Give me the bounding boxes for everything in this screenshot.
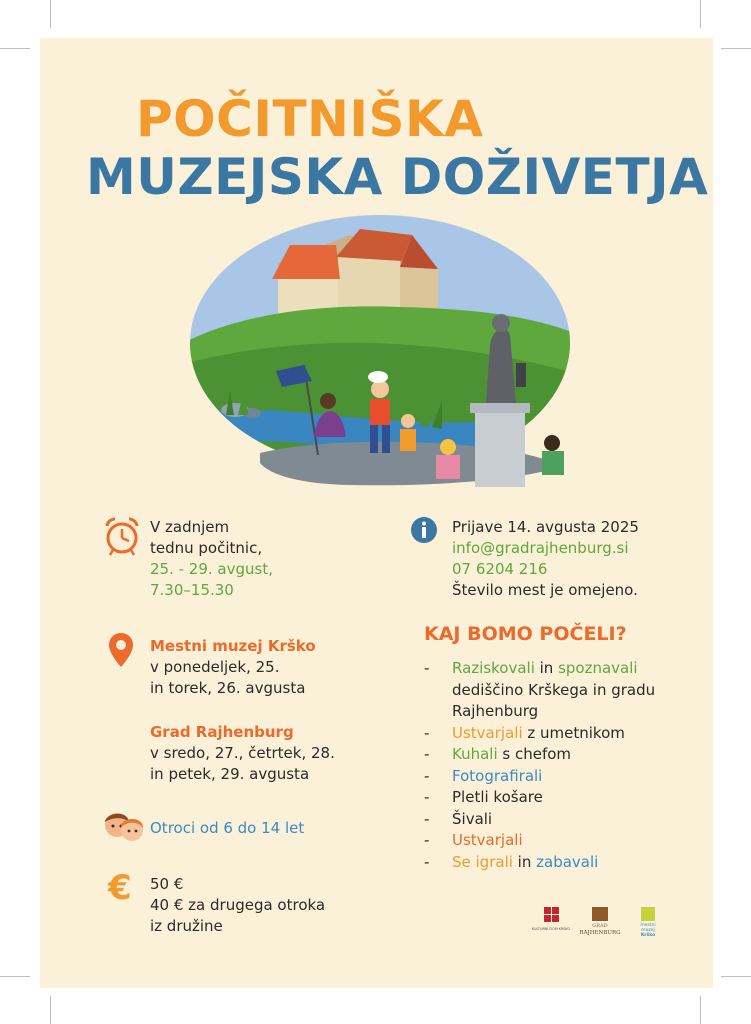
when-hours: 7.30–15.30 xyxy=(150,581,234,599)
when-line-1: V zadnjem xyxy=(150,518,230,536)
alarm-clock-icon xyxy=(104,516,140,556)
info-phone[interactable]: 07 6204 216 xyxy=(452,560,548,578)
activities-list xyxy=(424,658,655,873)
when-line-2: tednu počitnic, xyxy=(150,539,263,557)
info-note: Število mest je omejeno. xyxy=(452,581,638,599)
grad-rajhenburg-logo xyxy=(579,907,620,936)
svg-text:Krško: Krško xyxy=(640,933,656,938)
list-item: - Fotografirali xyxy=(424,766,543,785)
crop-mark xyxy=(721,976,751,977)
svg-text:RAJHENBURG: RAJHENBURG xyxy=(579,930,621,936)
info-block xyxy=(452,517,639,601)
when-dates: 25. - 29. avgust, xyxy=(150,560,273,578)
castle-illustration xyxy=(190,205,590,500)
location-2-line-2: in petek, 29. avgusta xyxy=(150,765,310,783)
list-item-continued: Rajhenburg xyxy=(452,702,539,720)
crop-mark xyxy=(721,48,751,49)
age-text: Otroci od 6 do 14 let xyxy=(150,819,305,837)
svg-text:muzej: muzej xyxy=(641,928,655,933)
crop-mark xyxy=(700,0,701,28)
svg-text:GRAD: GRAD xyxy=(592,923,608,929)
title-line-2: MUZEJSKA DOŽIVETJA xyxy=(86,148,709,206)
list-item: - Se igrali in zabavali xyxy=(424,852,599,871)
crop-mark xyxy=(0,48,30,49)
euro-icon: € xyxy=(108,868,132,908)
info-email[interactable]: info@gradrajhenburg.si xyxy=(452,539,629,557)
list-item-continued: dediščino Krškega in gradu xyxy=(452,680,656,699)
when-block xyxy=(150,517,273,601)
svg-text:KULTURNI DOM KRŠKO: KULTURNI DOM KRŠKO xyxy=(531,927,571,931)
info-registration: Prijave 14. avgusta 2025 xyxy=(452,518,639,536)
list-item: - Ustvarjali z umetnikom xyxy=(424,723,625,742)
location-pin-icon xyxy=(108,632,134,668)
list-item: - Ustvarjali xyxy=(424,831,523,849)
crop-mark xyxy=(0,976,30,977)
location-1-name: Mestni muzej Krško xyxy=(150,637,316,655)
location-1-block xyxy=(150,636,316,699)
location-2-line-1: v sredo, 27., četrtek, 28. xyxy=(150,744,335,762)
list-item: - Pletli košare xyxy=(424,788,543,806)
price-line-3: iz družine xyxy=(150,917,223,935)
price-line-1: 50 € xyxy=(150,875,184,893)
crop-mark xyxy=(50,996,51,1024)
children-icon xyxy=(102,808,146,844)
crop-mark xyxy=(700,996,701,1024)
location-1-line-2: in torek, 26. avgusta xyxy=(150,679,306,697)
list-item: - Kuhali s chefom xyxy=(424,745,572,763)
location-2-name: Grad Rajhenburg xyxy=(150,723,294,741)
activities-heading: KAJ BOMO POČELI? xyxy=(424,623,627,645)
title-line-1: POČITNIŠKA xyxy=(136,90,484,148)
partner-logos xyxy=(531,905,670,945)
mestni-muzej-logo xyxy=(640,907,655,938)
info-icon xyxy=(410,516,438,544)
svg-text:mestni: mestni xyxy=(640,923,656,928)
list-item: - Šivali xyxy=(424,809,493,828)
location-2-block xyxy=(150,722,335,785)
price-line-2: 40 € za drugega otroka xyxy=(150,896,326,914)
list-item: - Raziskovali in spoznavali xyxy=(424,659,638,677)
location-1-line-1: v ponedeljek, 25. xyxy=(150,658,280,676)
crop-mark xyxy=(50,0,51,28)
price-block xyxy=(150,874,325,937)
